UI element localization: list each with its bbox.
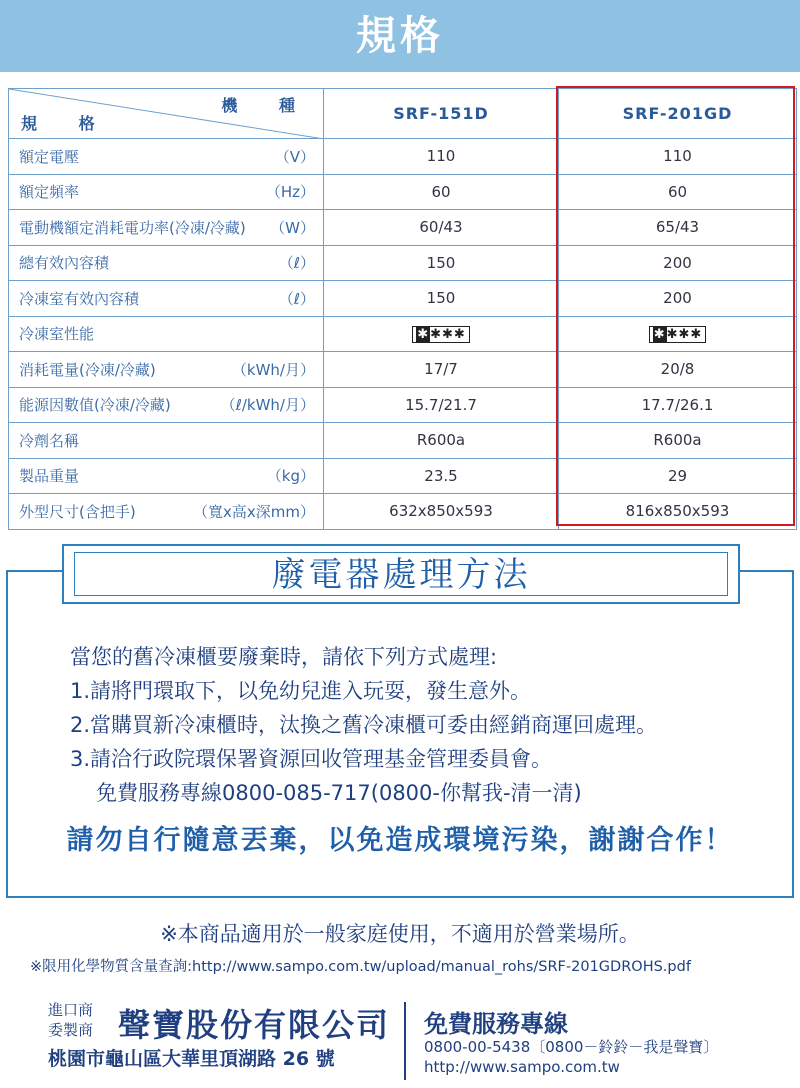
grade-star-rest: ✱✱✱ [430, 327, 466, 343]
spec-label-wrap [19, 181, 315, 202]
spec-unit-text: （V） [274, 147, 315, 166]
spec-unit-text: （ℓ） [278, 254, 315, 273]
grade-star-first: ✱ [653, 327, 666, 343]
spec-label-cell [9, 352, 324, 388]
spec-unit-text: （寬x高x深mm） [193, 502, 315, 521]
disposal-title: 廢電器處理方法 [74, 552, 728, 596]
website-link[interactable]: http://www.sampo.com.tw [424, 1058, 620, 1076]
disposal-warning: 請勿自行隨意丟棄，以免造成環境污染，謝謝合作！ [66, 825, 734, 856]
spec-row [9, 139, 797, 175]
spec-label-text: 能源因數值(冷凍/冷藏) [19, 396, 171, 415]
spec-label-cell [9, 458, 324, 494]
spec-unit-text: （ℓ/kWh/月） [220, 396, 315, 415]
spec-label-wrap [19, 146, 315, 167]
disposal-instructions [70, 640, 770, 810]
footer-divider [404, 1002, 406, 1080]
spec-label-wrap [19, 465, 315, 486]
spec-row [9, 423, 797, 459]
spec-label-wrap [19, 288, 315, 309]
spec-row [9, 281, 797, 317]
spec-label-cell [9, 316, 324, 352]
spec-unit-text: （kWh/月） [231, 360, 315, 379]
spec-label-text: 額定電壓 [19, 147, 80, 166]
spec-table [8, 88, 797, 530]
spec-row [9, 316, 797, 352]
hotline-title: 免費服務專線 [424, 1010, 568, 1038]
star-grade-badge [649, 326, 707, 343]
grade-star-first: ✱ [417, 327, 430, 343]
spec-header-corner [9, 89, 324, 139]
spec-value-cell: 200 [559, 281, 797, 317]
spec-value-cell: 150 [324, 245, 559, 281]
spec-unit-text: （ℓ） [278, 289, 315, 308]
spec-label-cell [9, 139, 324, 175]
spec-value-cell: 23.5 [324, 458, 559, 494]
company-role-labels [48, 1000, 93, 1040]
spec-value-cell: 632x850x593 [324, 494, 559, 530]
spec-unit-text: （Hz） [265, 183, 315, 202]
spec-row [9, 210, 797, 246]
spec-unit-text: （kg） [266, 467, 315, 486]
spec-value-cell: 60 [324, 174, 559, 210]
model-header-1: SRF-151D [324, 89, 559, 139]
spec-value-cell: 20/8 [559, 352, 797, 388]
spec-row [9, 494, 797, 530]
grade-star-rest: ✱✱✱ [666, 327, 703, 343]
spec-value-cell: 60/43 [324, 210, 559, 246]
spec-value-cell: 816x850x593 [559, 494, 797, 530]
spec-header-row [9, 89, 797, 139]
spec-label-cell [9, 245, 324, 281]
spec-label: 規 格 [21, 114, 113, 133]
spec-row [9, 387, 797, 423]
spec-row [9, 245, 797, 281]
spec-label-text: 總有效內容積 [19, 254, 110, 273]
spec-label-cell [9, 210, 324, 246]
spec-label-wrap [19, 359, 315, 380]
company-name: 聲寶股份有限公司 [118, 1006, 391, 1044]
model-header-2: SRF-201GD [559, 89, 797, 139]
spec-label-text: 冷劑名稱 [19, 431, 80, 450]
spec-value-cell: R600a [559, 423, 797, 459]
spec-value-cell: 65/43 [559, 210, 797, 246]
disposal-step-2: 2.當購買新冷凍櫃時，汰換之舊冷凍櫃可委由經銷商運回處理。 [70, 713, 658, 737]
spec-label-cell [9, 494, 324, 530]
freezer-grade-cell [559, 316, 797, 352]
spec-value-cell: R600a [324, 423, 559, 459]
spec-label-cell [9, 387, 324, 423]
spec-label-text: 外型尺寸(含把手) [19, 502, 136, 521]
spec-label-text: 電動機額定消耗電功率(冷凍/冷藏) [19, 218, 246, 237]
spec-unit-text: （W） [270, 218, 315, 237]
company-address: 桃園市龜山區大華里頂湖路 26 號 [48, 1048, 335, 1070]
spec-label-wrap [19, 430, 315, 451]
spec-label-cell [9, 174, 324, 210]
spec-label-text: 冷凍室性能 [19, 325, 95, 344]
spec-label-text: 製品重量 [19, 467, 80, 486]
spec-value-cell: 17/7 [324, 352, 559, 388]
freezer-grade-cell [324, 316, 559, 352]
usage-note: ※本商品適用於一般家庭使用，不適用於營業場所。 [160, 922, 640, 946]
spec-value-cell: 110 [324, 139, 559, 175]
disposal-step-3: 3.請洽行政院環保署資源回收管理基金管理委員會。 [70, 747, 553, 771]
star-grade-badge [412, 326, 470, 343]
disposal-title-box [62, 544, 740, 604]
page-title: 規格 [356, 13, 444, 59]
disposal-hotline: 免費服務專線0800-085-717(0800-你幫我-清一清) [96, 781, 582, 805]
spec-label-text: 冷凍室有效內容積 [19, 289, 140, 308]
spec-value-cell: 60 [559, 174, 797, 210]
spec-label-wrap [19, 323, 315, 344]
spec-value-cell: 150 [324, 281, 559, 317]
spec-value-cell: 29 [559, 458, 797, 494]
machine-label: 機 種 [221, 96, 313, 115]
spec-value-cell: 15.7/21.7 [324, 387, 559, 423]
spec-value-cell: 17.7/26.1 [559, 387, 797, 423]
spec-label-cell [9, 281, 324, 317]
spec-label-cell [9, 423, 324, 459]
spec-row [9, 174, 797, 210]
spec-row [9, 352, 797, 388]
maker-label: 委製商 [48, 1021, 94, 1039]
spec-label-wrap [19, 501, 315, 522]
disposal-step-1: 1.請將門環取下，以免幼兒進入玩耍，發生意外。 [70, 679, 532, 703]
spec-value-cell: 110 [559, 139, 797, 175]
spec-label-text: 額定頻率 [19, 183, 80, 202]
spec-value-cell: 200 [559, 245, 797, 281]
disposal-intro: 當您的舊冷凍櫃要廢棄時，請依下列方式處理: [70, 645, 498, 669]
spec-label-wrap [19, 252, 315, 273]
spec-label-text: 消耗電量(冷凍/冷藏) [19, 360, 156, 379]
rohs-note: ※限用化學物質含量查詢:http://www.sampo.com.tw/upload/manual_rohs/SRF-201GDROHS.pdf [30, 959, 691, 975]
spec-label-wrap [19, 394, 315, 415]
hotline-number: 0800-00-5438〔0800－鈴鈴－我是聲寶〕 [424, 1038, 719, 1056]
importer-label: 進口商 [48, 1001, 94, 1019]
spec-row [9, 458, 797, 494]
spec-label-wrap [19, 217, 315, 238]
